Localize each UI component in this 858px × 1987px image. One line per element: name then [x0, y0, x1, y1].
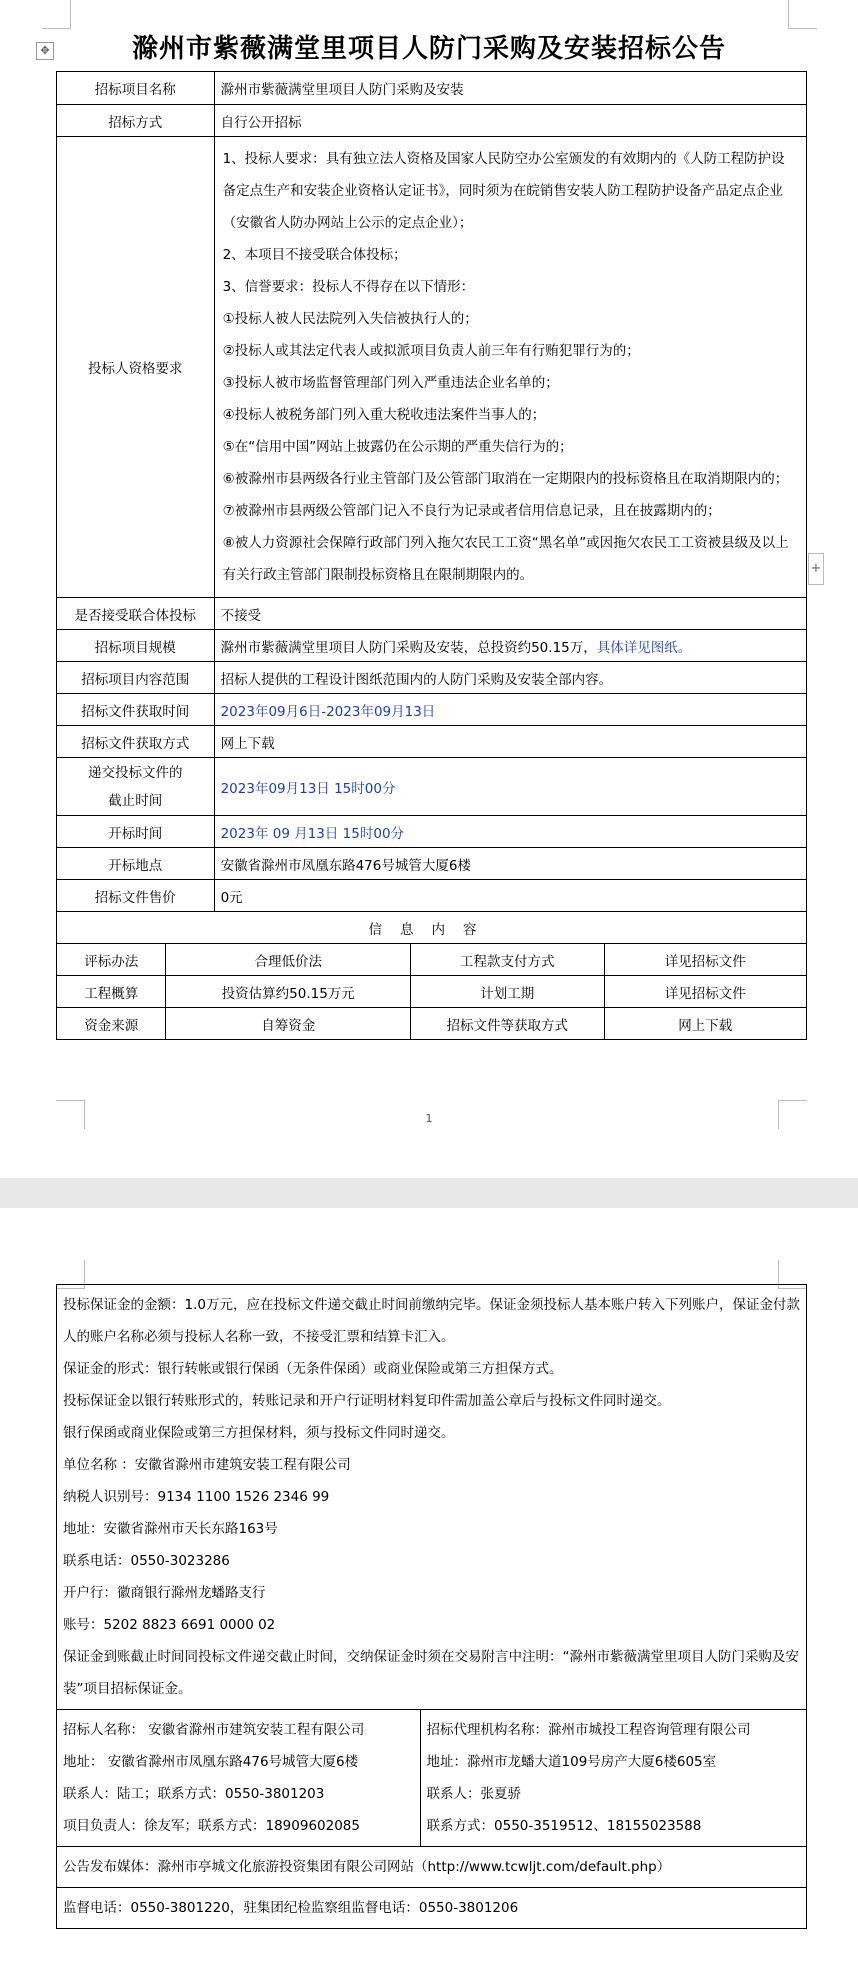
tenderer-line: 项目负责人：徐友军；联系方式：18909602085: [63, 1818, 360, 1834]
document-title: 滁州市紫薇满堂里项目人防门采购及安装招标公告: [131, 34, 726, 64]
open-time-value: 2023年 09 月13日 15时00分: [214, 816, 806, 848]
info-cell: 自筹资金: [166, 1008, 411, 1040]
bond-line: 联系电话：0550-3023286: [63, 1553, 230, 1569]
qualification-line: ⑧被人力资源社会保障行政部门列入拖欠农民工工资“黑名单”或因拖欠农民工工资被县级及以上有关行政主管部门限制投标资格且在限制期限内的。: [222, 535, 789, 583]
table-move-handle-icon[interactable]: ✥: [36, 42, 54, 60]
media-cell: 公告发布媒体：滁州市亭城文化旅游投资集团有限公司网站（http://www.tcwljt.com/default.php）: [57, 1847, 807, 1888]
project-name-value: 滁州市紫薇满堂里项目人防门采购及安装: [214, 72, 806, 105]
supervision-cell: 监督电话：0550-3801220，驻集团纪检监察组监督电话：0550-3801206: [57, 1888, 807, 1929]
bond-line: 地址：安徽省滁州市天长东路163号: [63, 1521, 278, 1537]
scale-text: 滁州市紫薇满堂里项目人防门采购及安装，总投资约50.15万，: [220, 639, 597, 656]
info-cell: 网上下载: [604, 1008, 806, 1040]
drawing-link[interactable]: 具体详见图纸。: [596, 639, 692, 656]
deadline-label-line: 递交投标文件的: [88, 764, 183, 781]
tenderer-cell: [57, 1710, 421, 1847]
page-number: 1: [425, 1112, 433, 1125]
qualification-line: ⑥被滁州市县两级各行业主管部门及公管部门取消在一定期限内的投标资格且在取消期限内的；: [222, 471, 789, 487]
deadline-value: 2023年09月13日 15时00分: [214, 758, 806, 816]
open-place-label: 开标地点: [57, 848, 215, 880]
bond-line: 保证金到账截止时间同投标文件递交截止时间，交纳保证金时须在交易附言中注明：“滁州市紫薇满堂里项目人防门采购及安装”项目招标保证金。: [63, 1649, 799, 1697]
info-cell: 评标办法: [57, 944, 166, 976]
info-cell: 计划工期: [411, 976, 604, 1008]
qualification-line: ①投标人被人民法院列入失信被执行人的；: [222, 311, 478, 327]
bond-info-cell: [57, 1285, 807, 1710]
bond-line: 投标保证金的金额：1.0万元，应在投标文件递交截止时间前缴纳完毕。保证金须投标人基本账户转入下列账户，保证金付款人的账户名称必须与投标人名称一致，不接受汇票和结算卡汇入。: [63, 1297, 800, 1345]
method-value: 自行公开招标: [214, 105, 806, 137]
bond-line: 纳税人识别号：9134 1100 1526 2346 99: [63, 1489, 330, 1505]
bond-line: 保证金的形式：银行转帐或银行保函（无条件保函）或商业保险或第三方担保方式。: [63, 1361, 563, 1377]
scope-label: 招标项目内容范围: [57, 662, 215, 694]
crop-mark: [788, 0, 817, 29]
info-cell: 详见招标文件: [604, 976, 806, 1008]
qualification-line: ②投标人或其法定代表人或拟派项目负责人前三年有行贿犯罪行为的；: [222, 343, 640, 359]
consortium-label: 是否接受联合体投标: [57, 598, 215, 630]
qualification-line: ③投标人被市场监督管理部门列入严重违法企业名单的；: [222, 375, 559, 391]
agent-line: 招标代理机构名称：滁州市城投工程咨询管理有限公司: [426, 1722, 751, 1738]
tenderer-line: 招标人名称： 安徽省滁州市建筑安装工程有限公司: [63, 1722, 365, 1738]
price-value: 0元: [214, 880, 806, 912]
page-2: [0, 1208, 858, 1987]
deadline-label-line: 截止时间: [108, 792, 163, 809]
bond-line: 账号：5202 8823 6691 0000 02: [63, 1617, 276, 1633]
scope-value: 招标人提供的工程设计图纸范围内的人防门采购及安装全部内容。: [214, 662, 806, 694]
doc-time-value: 2023年09月6日-2023年09月13日: [214, 694, 806, 726]
qualification-line: ⑦被滁州市县两级公管部门记入不良行为记录或者信用信息记录，且在披露期内的；: [222, 503, 721, 519]
open-place-value: 安徽省滁州市凤凰东路476号城管大厦6楼: [214, 848, 806, 880]
doc-method-label: 招标文件获取方式: [57, 726, 215, 758]
page-gap: [0, 1178, 858, 1208]
qualification-line: ⑤在“信用中国”网站上披露仍在公示期的严重失信行为的；: [222, 439, 573, 455]
add-row-icon[interactable]: +: [808, 553, 824, 585]
bond-line: 银行保函或商业保险或第三方担保材料，须与投标文件同时递交。: [63, 1425, 455, 1441]
bond-contact-table: [56, 1284, 807, 1929]
doc-time-label: 招标文件获取时间: [57, 694, 215, 726]
info-cell: 合理低价法: [166, 944, 411, 976]
bond-line: 开户行：徽商银行滁州龙蟠路支行: [63, 1585, 266, 1601]
agent-line: 联系人：张夏骄: [426, 1786, 522, 1802]
info-cell: 资金来源: [57, 1008, 166, 1040]
qualification-line: 3、信誉要求：投标人不得存在以下情形：: [222, 279, 475, 295]
agent-cell: [420, 1710, 806, 1847]
scale-value: [214, 630, 806, 662]
crop-mark: [42, 0, 71, 29]
info-cell: 详见招标文件: [604, 944, 806, 976]
qualification-line: 1、投标人要求：具有独立法人资格及国家人民防空办公室颁发的有效期内的《人防工程防护设备定点生产和安装企业资格认定证书》，同时须为在皖销售安装人防工程防护设备产品定点企业（安徽省人防办网站上公示的定点企业）；: [222, 151, 785, 231]
qualification-line: ④投标人被税务部门列入重大税收违法案件当事人的；: [222, 407, 546, 423]
agent-line: 联系方式：0550-3519512、18155023588: [426, 1818, 702, 1834]
bond-line: 投标保证金以银行转账形式的，转账记录和开户行证明材料复印件需加盖公章后与投标文件同时递交。: [63, 1393, 671, 1409]
deadline-label: [57, 758, 215, 816]
consortium-value: 不接受: [214, 598, 806, 630]
doc-method-value: 网上下载: [214, 726, 806, 758]
qualification-value: [214, 137, 806, 598]
tenderer-line: 联系人：陆工；联系方式：0550-3801203: [63, 1786, 325, 1802]
info-cell: 投资估算约50.15万元: [166, 976, 411, 1008]
method-label: 招标方式: [57, 105, 215, 137]
info-header: 信息内容: [57, 912, 807, 944]
qualification-line: 2、本项目不接受联合体投标；: [222, 247, 407, 263]
info-cell: 招标文件等获取方式: [411, 1008, 604, 1040]
tender-info-table: [56, 71, 807, 1040]
agent-line: 地址：滁州市龙蟠大道109号房产大厦6楼605室: [426, 1754, 717, 1770]
qualification-label: 投标人资格要求: [57, 137, 215, 598]
info-cell: 工程概算: [57, 976, 166, 1008]
info-cell: 工程款支付方式: [411, 944, 604, 976]
price-label: 招标文件售价: [57, 880, 215, 912]
tenderer-line: 地址： 安徽省滁州市凤凰东路476号城管大厦6楼: [63, 1754, 359, 1770]
open-time-label: 开标时间: [57, 816, 215, 848]
scale-label: 招标项目规模: [57, 630, 215, 662]
bond-line: 单位名称 ：安徽省滁州市建筑安装工程有限公司: [63, 1457, 351, 1473]
project-name-label: 招标项目名称: [57, 72, 215, 105]
